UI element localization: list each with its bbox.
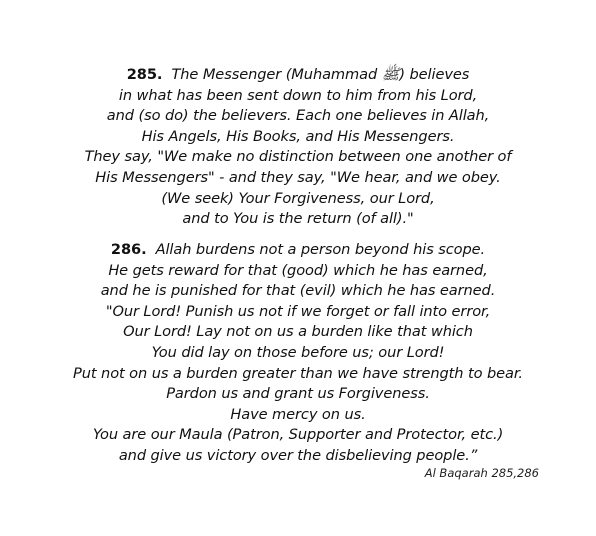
verse-number: 285. <box>126 66 163 83</box>
verse-line: He gets reward for that (good) which he has earned, <box>108 261 488 279</box>
verse-line <box>20 240 576 261</box>
source-citation: Al Baqarah 285,286 <box>424 466 539 480</box>
verse-line-text: Allah burdens not a person beyond his scope. <box>155 241 486 258</box>
verse-line: (We seek) Your Forgiveness, our Lord, <box>161 189 435 207</box>
verse-line: Pardon us and grant us Forgiveness. <box>166 385 430 403</box>
verse-line <box>20 65 576 86</box>
verse-line: His Angels, His Books, and His Messengers. <box>141 127 455 145</box>
verse-286 <box>20 240 576 467</box>
verse-line: and (so do) the believers. Each one believes in Allah, <box>106 107 490 125</box>
verse-285 <box>20 65 576 230</box>
verse-line: Put not on us a burden greater than we have strength to bear. <box>73 364 523 382</box>
verse-line: "Our Lord! Punish us not if we forget or fall into error, <box>105 302 491 320</box>
verse-line: His Messengers" - and they say, "We hear, and we obey. <box>95 168 501 186</box>
verse-line: They say, "We make no distinction between one another of <box>84 148 512 166</box>
verse-line-text: The Messenger (Muhammad ﷺ) believes <box>171 66 470 83</box>
verse-line: You are our Maula (Patron, Supporter and Protector, etc.) <box>92 426 504 444</box>
verse-line: Have mercy on us. <box>230 405 366 423</box>
verse-line: Our Lord! Lay not on us a burden like that which <box>123 323 473 341</box>
verse-line: in what has been sent down to him from his Lord, <box>118 86 478 104</box>
verse-line: You did lay on those before us; our Lord! <box>151 343 445 361</box>
verse-line: and he is punished for that (evil) which he has earned. <box>100 282 496 300</box>
verse-line: and give us victory over the disbelieving people.” <box>118 446 478 464</box>
verse-number: 286. <box>110 241 147 258</box>
verse-line: and to You is the return (of all)." <box>182 210 414 228</box>
